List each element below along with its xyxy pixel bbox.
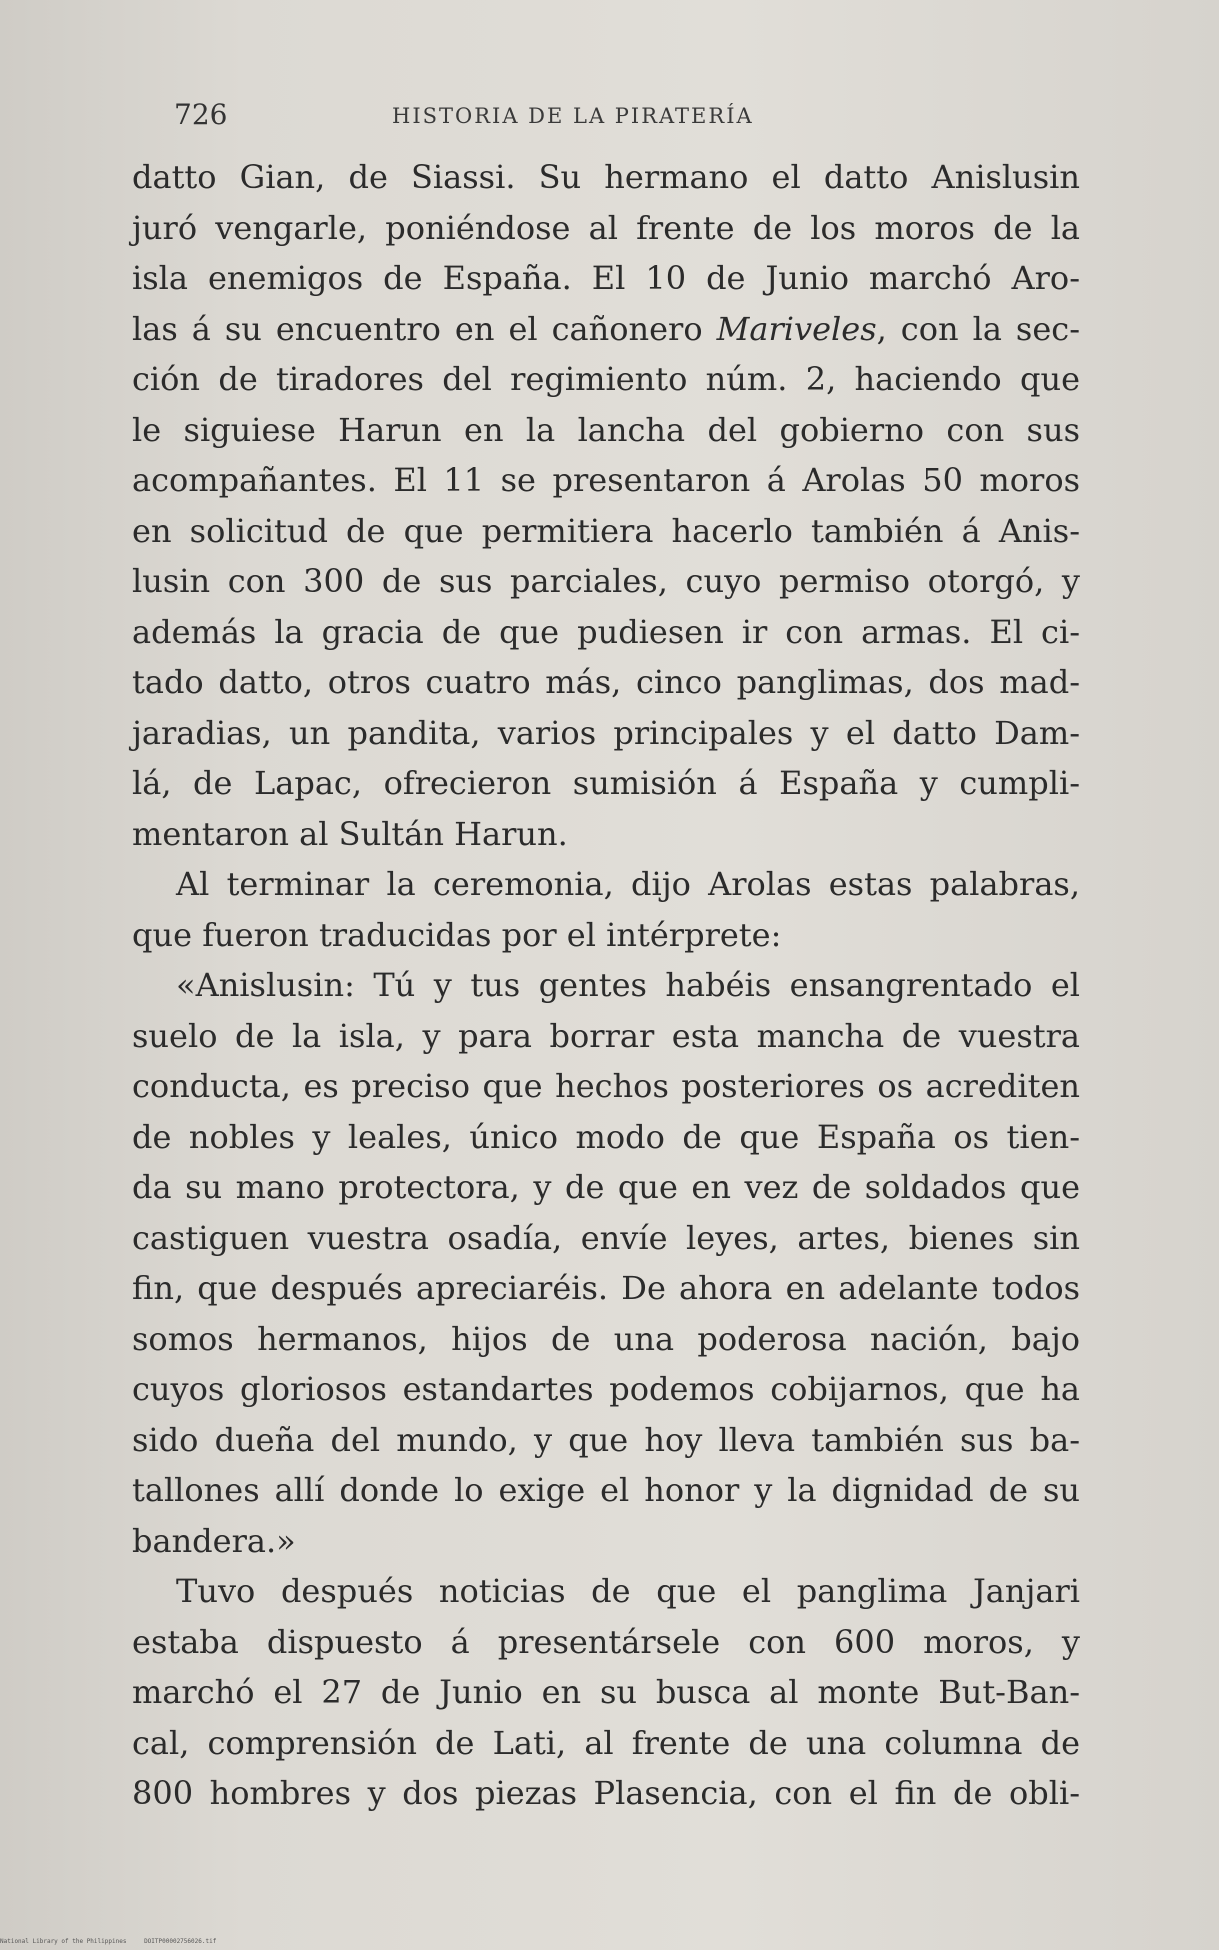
- running-title: HISTORIA DE LA PIRATERÍA: [392, 104, 754, 128]
- text-line: datto Gian, de Siassi. Su hermano el datto Anislusin: [132, 158, 1080, 196]
- text-line-start: las á su encuentro en el cañonero: [132, 309, 703, 348]
- text-line: da su mano protectora, y de que en vez de soldados que: [132, 1168, 1080, 1206]
- text-line: isla enemigos de España. El 10 de Junio marchó Aro-: [132, 259, 1080, 297]
- ship-name-italic: Mariveles: [716, 309, 877, 348]
- text-line: cuyos gloriosos estandartes podemos cobijarnos, que ha: [132, 1370, 1080, 1408]
- text-line: lá, de Lapac, ofrecieron sumisión á España y cumpli-: [132, 764, 1080, 802]
- text-line: castiguen vuestra osadía, envíe leyes, artes, bienes sin: [132, 1218, 1080, 1257]
- text-line: acompañantes. El 11 se presentaron á Arolas 50 moros: [132, 461, 1080, 499]
- text-line: juró vengarle, poniéndose al frente de los moros de la: [132, 208, 1080, 247]
- text-line: estaba dispuesto á presentársele con 600 moros, y: [132, 1622, 1080, 1661]
- file-id: DOITP00002756026.tif: [144, 1938, 217, 1945]
- text-line: 800 hombres y dos piezas Plasencia, con el fin de obli-: [132, 1774, 1080, 1812]
- text-line: le siguiese Harun en la lancha del gobierno con sus: [132, 410, 1080, 449]
- text-line: además la gracia de que pudiesen ir con armas. El ci-: [132, 612, 1080, 651]
- text-line: cal, comprensión de Lati, al frente de una columna de: [132, 1723, 1080, 1762]
- text-line: conducta, es preciso que hechos posteriores os acrediten: [132, 1067, 1080, 1105]
- body-text: [132, 152, 1080, 1819]
- text-line: tallones allí donde lo exige el honor y la dignidad de su: [132, 1471, 1080, 1509]
- text-line: de nobles y leales, único modo de que España os tien-: [132, 1117, 1080, 1156]
- text-line-with-italic: [132, 304, 1080, 355]
- text-line: tado datto, otros cuatro más, cinco panglimas, dos mad-: [132, 663, 1080, 701]
- text-line: jaradias, un pandita, varios principales y el datto Dam-: [132, 713, 1080, 752]
- text-line: suelo de la isla, y para borrar esta mancha de vuestra: [132, 1016, 1080, 1055]
- text-line: lusin con 300 de sus parciales, cuyo permiso otorgó, y: [132, 562, 1080, 600]
- paragraph-start: Tuvo después noticias de que el panglima Janjari: [176, 1572, 1080, 1610]
- text-line: somos hermanos, hijos de una poderosa nación, bajo: [132, 1319, 1080, 1358]
- text-line: fin, que después apreciaréis. De ahora en adelante todos: [132, 1269, 1080, 1307]
- text-line-end: , con la sec-: [876, 309, 1081, 348]
- text-line: que fueron traducidas por el intérprete:: [132, 915, 782, 954]
- quote-end: bandera.»: [132, 1521, 296, 1560]
- text-line: sido dueña del mundo, y que hoy lleva también sus ba-: [132, 1420, 1080, 1459]
- text-line: marchó el 27 de Junio en su busca al monte But-Ban-: [132, 1673, 1080, 1711]
- paragraph-start: Al terminar la ceremonia, dijo Arolas estas palabras,: [176, 865, 1080, 903]
- text-line: mentaron al Sultán Harun.: [132, 814, 568, 853]
- text-line: en solicitud de que permitiera hacerlo también á Anis-: [132, 511, 1080, 550]
- library-credit: National Library of the Philippines: [0, 1938, 127, 1945]
- page-number: 726: [174, 98, 228, 131]
- text-line: ción de tiradores del regimiento núm. 2, haciendo que: [132, 360, 1080, 398]
- scan-footer: [0, 1938, 600, 1950]
- quote-start: «Anislusin: Tú y tus gentes habéis ensangrentado el: [176, 966, 1080, 1004]
- page-header: [160, 98, 1060, 138]
